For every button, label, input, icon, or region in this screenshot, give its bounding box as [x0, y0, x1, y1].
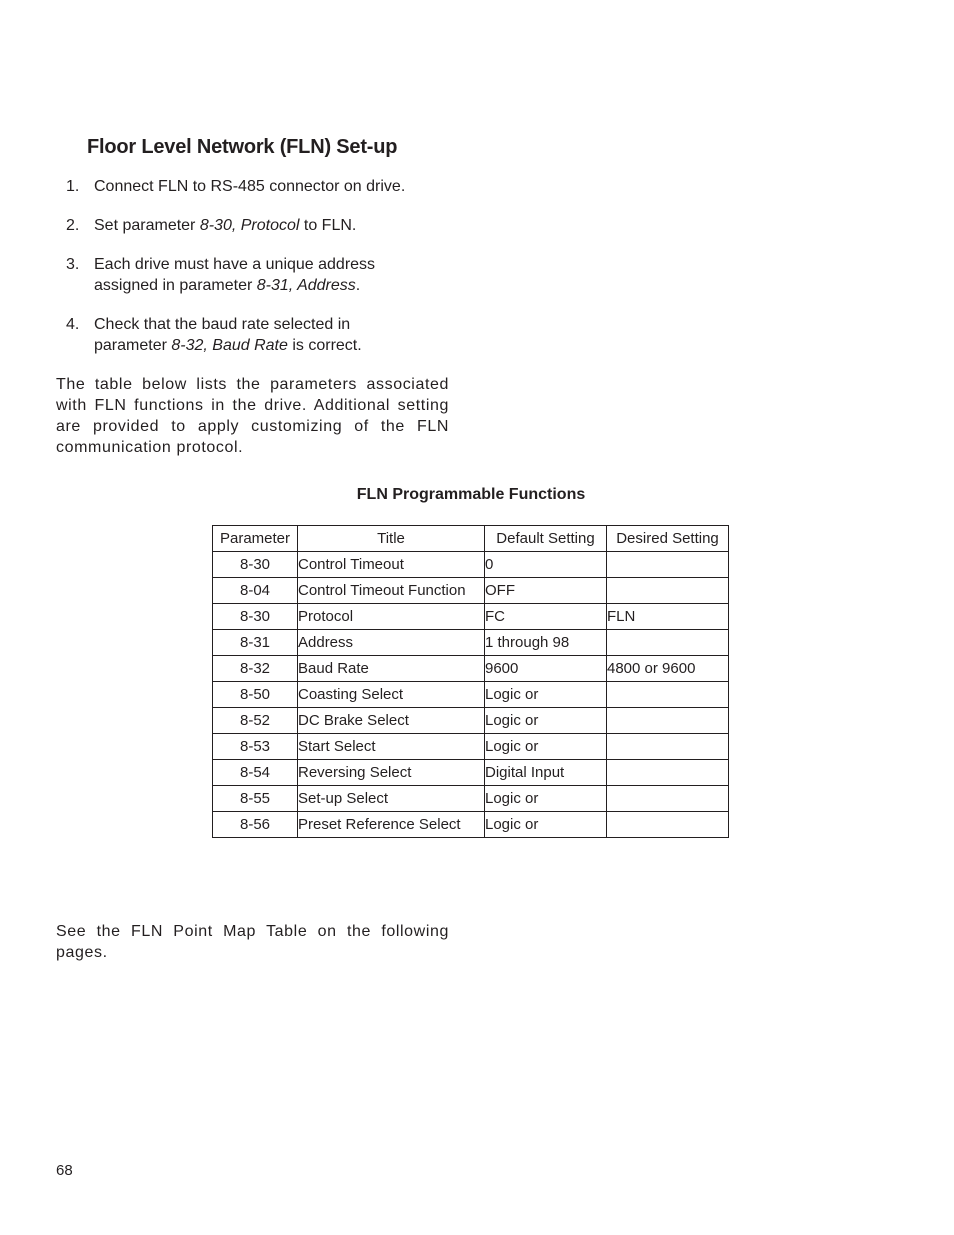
cell-title: Set-up Select — [298, 786, 485, 812]
cell-default: Digital Input — [485, 760, 607, 786]
cell-parameter: 8-31 — [213, 630, 298, 656]
cell-default: 9600 — [485, 656, 607, 682]
cell-parameter: 8-52 — [213, 708, 298, 734]
cell-desired — [607, 734, 729, 760]
cell-default: Logic or — [485, 812, 607, 838]
cell-desired — [607, 708, 729, 734]
cell-parameter: 8-56 — [213, 812, 298, 838]
cell-desired — [607, 812, 729, 838]
cell-title: Baud Rate — [298, 656, 485, 682]
cell-desired: 4800 or 9600 — [607, 656, 729, 682]
table-header-row — [213, 526, 729, 552]
cell-default: Logic or — [485, 708, 607, 734]
header-parameter: Parameter — [213, 526, 298, 552]
header-title: Title — [298, 526, 485, 552]
cell-parameter: 8-04 — [213, 578, 298, 604]
step-text: Set parameter 8-30, Protocol to FLN. — [94, 217, 357, 234]
fln-functions-table — [212, 525, 729, 838]
cell-default: 0 — [485, 552, 607, 578]
cell-desired — [607, 552, 729, 578]
cell-title: Reversing Select — [298, 760, 485, 786]
table-row — [213, 552, 729, 578]
cell-desired — [607, 760, 729, 786]
table-row — [213, 734, 729, 760]
cell-default: 1 through 98 — [485, 630, 607, 656]
step-text: Each drive must have a unique address assigned in parameter 8-31, Address. — [94, 256, 376, 294]
table-row — [213, 682, 729, 708]
page-number: 68 — [56, 1162, 73, 1179]
cell-desired — [607, 786, 729, 812]
cell-parameter: 8-54 — [213, 760, 298, 786]
table-row — [213, 812, 729, 838]
table-row — [213, 708, 729, 734]
intro-paragraph: The table below lists the parameters associated with FLN functions in the drive. Additional setting are provided to apply customizing of the FLN communication protocol. — [56, 376, 449, 456]
cell-title: Protocol — [298, 604, 485, 630]
table-title: FLN Programmable Functions — [356, 486, 586, 503]
cell-title: DC Brake Select — [298, 708, 485, 734]
cell-default: FC — [485, 604, 607, 630]
step-text: Connect FLN to RS-485 connector on drive. — [94, 178, 406, 195]
cell-default: OFF — [485, 578, 607, 604]
cell-title: Start Select — [298, 734, 485, 760]
cell-title: Address — [298, 630, 485, 656]
table-row — [213, 578, 729, 604]
cell-desired — [607, 630, 729, 656]
cell-parameter: 8-30 — [213, 552, 298, 578]
cell-desired: FLN — [607, 604, 729, 630]
cell-title: Control Timeout Function — [298, 578, 485, 604]
step-number: 1. — [66, 178, 80, 195]
table-row — [213, 760, 729, 786]
section-heading: Floor Level Network (FLN) Set-up — [87, 136, 398, 158]
step-text: Check that the baud rate selected in parameter 8-32, Baud Rate is correct. — [94, 316, 362, 354]
cell-parameter: 8-30 — [213, 604, 298, 630]
cell-default: Logic or — [485, 786, 607, 812]
step-number: 4. — [66, 316, 80, 333]
cell-desired — [607, 682, 729, 708]
table-row — [213, 656, 729, 682]
table-row — [213, 630, 729, 656]
header-default-setting: Default Setting — [485, 526, 607, 552]
cell-title: Coasting Select — [298, 682, 485, 708]
step-number: 3. — [66, 256, 80, 273]
cell-title: Preset Reference Select — [298, 812, 485, 838]
header-desired-setting: Desired Setting — [607, 526, 729, 552]
cell-title: Control Timeout — [298, 552, 485, 578]
cell-parameter: 8-55 — [213, 786, 298, 812]
cell-desired — [607, 578, 729, 604]
cell-default: Logic or — [485, 682, 607, 708]
closing-paragraph: See the FLN Point Map Table on the following pages. — [56, 923, 449, 961]
table-row — [213, 786, 729, 812]
table-row — [213, 604, 729, 630]
cell-default: Logic or — [485, 734, 607, 760]
cell-parameter: 8-53 — [213, 734, 298, 760]
cell-parameter: 8-32 — [213, 656, 298, 682]
cell-parameter: 8-50 — [213, 682, 298, 708]
step-number: 2. — [66, 217, 80, 234]
